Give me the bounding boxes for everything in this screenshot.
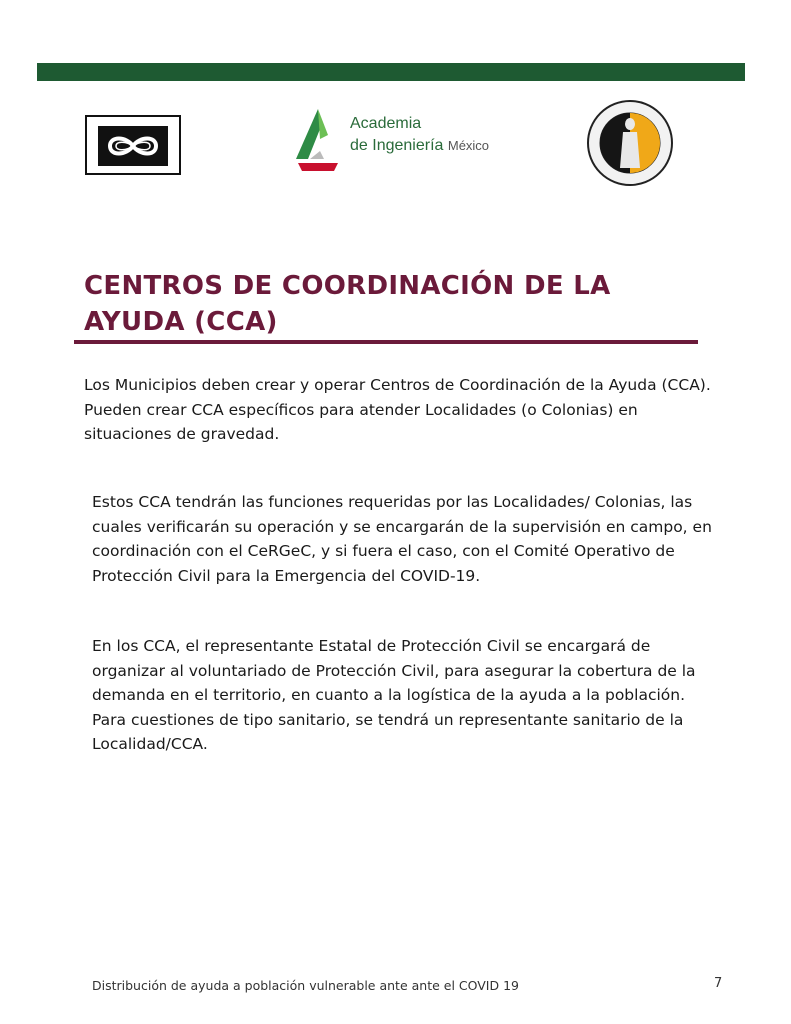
academia-ingenieria-emblem-icon [290,105,346,175]
anm-logo [585,98,675,188]
paragraph-intro: Los Municipios deben crear y operar Centros de Coordinación de la Ayuda (CCA). Pueden crear CCA específicos para atender Localidades (o Colonias) en situaciones de gravedad. [84,376,711,443]
ai-logo-line1: Academia [350,115,422,132]
page-number: 7 [714,976,723,991]
page-title: CENTROS DE COORDINACIÓN DE LA AYUDA (CCA) [84,271,611,337]
paragraph-representative: En los CCA, el representante Estatal de Protección Civil se encargará de organizar al voluntariado de Protección Civil, para asegurar la cobertura de la demanda en el territorio, en cuanto a la logística de la ayuda a la población. Para cuestiones de tipo sanitario, se tendrá un representante sanitario de la Localidad/CCA. [92,637,696,753]
statue-seal-icon [585,98,675,188]
footer-text: Distribución de ayuda a población vulnerable ante ante el COVID 19 [92,978,519,993]
ai-logo-line2 [350,137,489,155]
title-underline [74,340,698,344]
infinity-knot-seal-icon [82,112,184,178]
academia-ingenieria-logo [290,105,490,175]
top-banner-bar [37,63,745,81]
ai-logo-line2-main: de Ingeniería [350,137,444,154]
amc-logo [82,112,184,178]
paragraph-functions: Estos CCA tendrán las funciones requeridas por las Localidades/ Colonias, las cuales verificarán su operación y se encargarán de la supervisión en campo, en coordinación con el CeRGeC, y si fuera el caso, con el Comité Operativo de Protección Civil para la Emergencia del COVID-19. [92,493,712,585]
ai-logo-line2-sub: México [447,138,490,153]
